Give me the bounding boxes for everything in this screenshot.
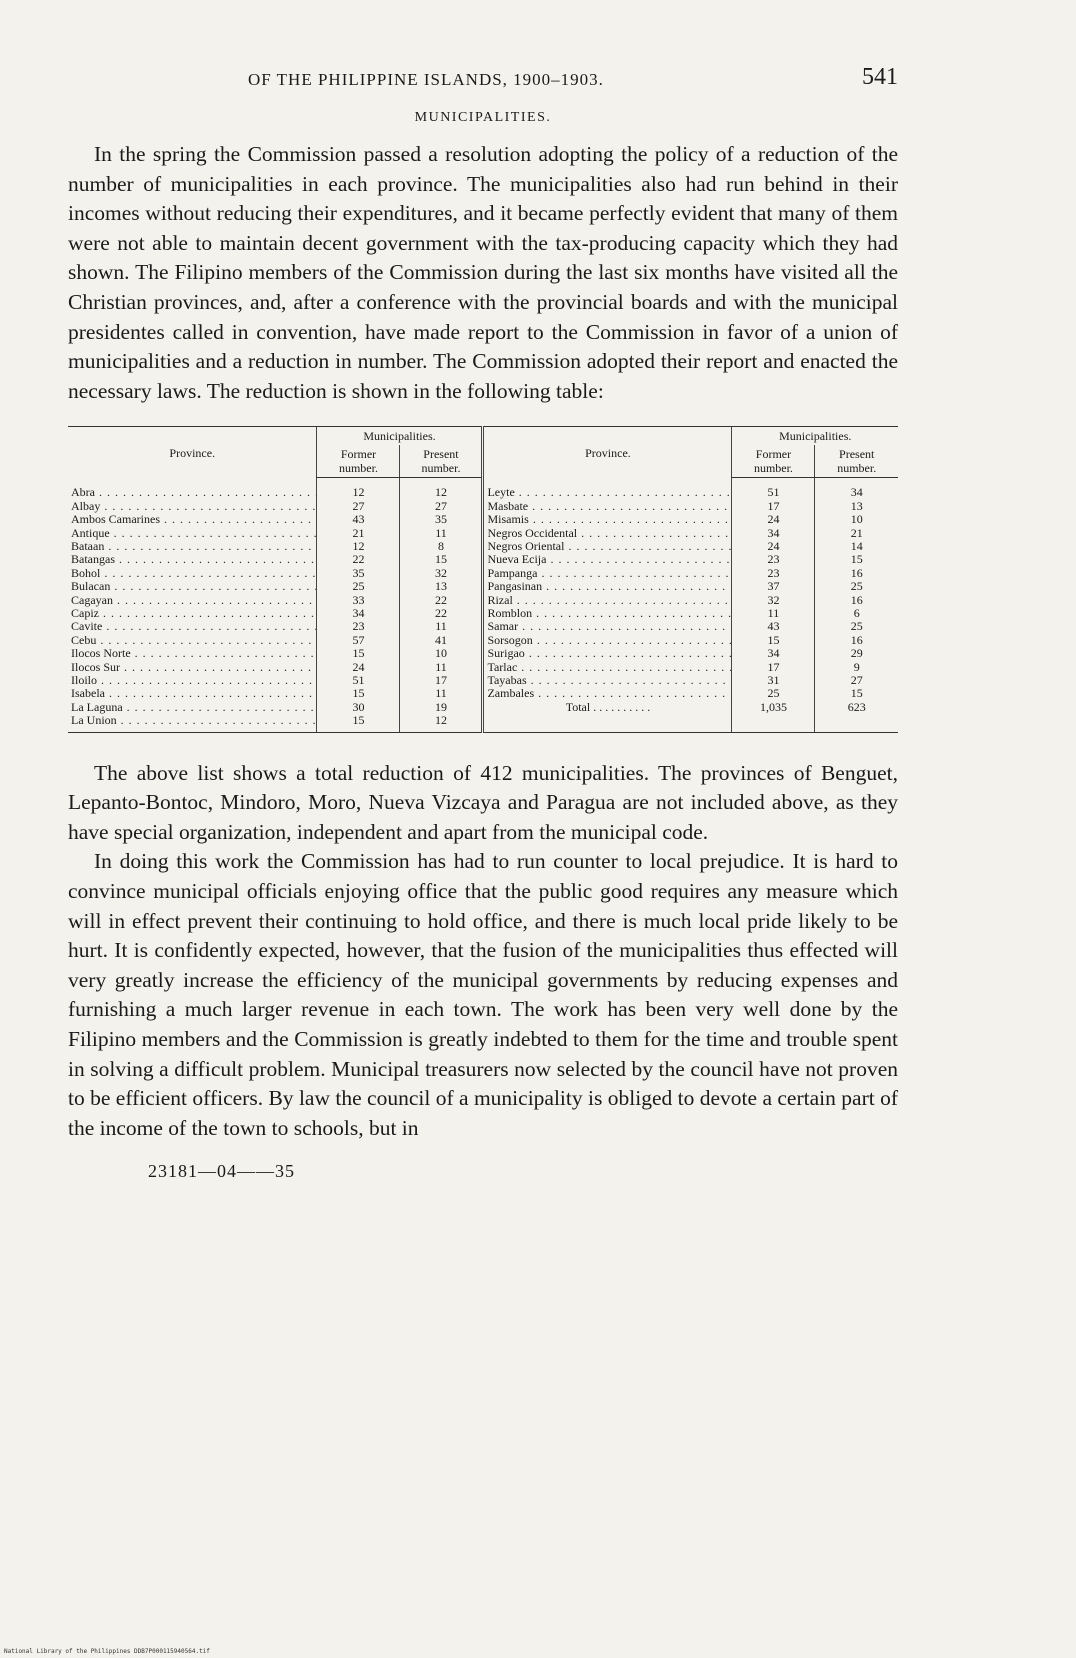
- present-number: 16: [815, 634, 898, 647]
- present-number: 17: [400, 674, 483, 687]
- section-title: MUNICIPALITIES.: [414, 110, 552, 125]
- present-number: 22: [400, 607, 483, 620]
- present-number: 27: [400, 500, 483, 513]
- former-number: 11: [732, 607, 815, 620]
- table-row: [68, 594, 898, 607]
- former-number: 15: [317, 647, 400, 660]
- former-number: 15: [317, 714, 400, 732]
- province-name: Leyte . . .: [483, 478, 732, 500]
- province-name: Sorsogon . . .: [483, 634, 732, 647]
- present-number: 13: [400, 580, 483, 593]
- present-number-header-left: Present number.: [400, 445, 483, 478]
- former-number-header-left: Former number.: [317, 445, 400, 478]
- present-number: 15: [815, 687, 898, 700]
- present-number: 11: [400, 620, 483, 633]
- former-number: 57: [317, 634, 400, 647]
- province-name: Rizal . . .: [483, 594, 732, 607]
- former-number: 34: [732, 527, 815, 540]
- former-number: 12: [317, 540, 400, 553]
- table-row: [68, 634, 898, 647]
- table-row: [68, 580, 898, 593]
- former-number: 37: [732, 580, 815, 593]
- table-row: [68, 620, 898, 633]
- present-number: 32: [400, 567, 483, 580]
- province-name: Capiz . . .: [68, 607, 317, 620]
- province-name: Nueva Ecija . . .: [483, 553, 732, 566]
- province-name: Samar . . .: [483, 620, 732, 633]
- present-number: 11: [400, 527, 483, 540]
- empty-cell: [732, 714, 815, 732]
- former-number: 17: [732, 500, 815, 513]
- former-number: 32: [732, 594, 815, 607]
- signature-mark: 23181—04——35: [148, 1161, 295, 1182]
- province-name: La Laguna . . .: [68, 701, 317, 714]
- province-name: Pampanga . . .: [483, 567, 732, 580]
- present-number: 27: [815, 674, 898, 687]
- former-number: 51: [317, 674, 400, 687]
- province-name: Masbate . . .: [483, 500, 732, 513]
- province-name: Bataan . . .: [68, 540, 317, 553]
- former-number: 35: [317, 567, 400, 580]
- municipalities-table: [68, 426, 898, 732]
- table-row: [68, 567, 898, 580]
- former-number: 24: [732, 540, 815, 553]
- present-number: 29: [815, 647, 898, 660]
- former-number: 43: [732, 620, 815, 633]
- province-name: Iloilo . . .: [68, 674, 317, 687]
- present-number: 10: [400, 647, 483, 660]
- present-number: 8: [400, 540, 483, 553]
- empty-cell: [815, 714, 898, 732]
- present-number: 16: [815, 567, 898, 580]
- present-number: 12: [400, 714, 483, 732]
- total-former: 1,035: [732, 701, 815, 714]
- present-number: 15: [815, 553, 898, 566]
- former-number: 30: [317, 701, 400, 714]
- province-name: Tayabas . . .: [483, 674, 732, 687]
- table-row: [68, 687, 898, 700]
- present-number: 12: [400, 478, 483, 500]
- present-number-header-right: Present number.: [815, 445, 898, 478]
- present-number: 22: [400, 594, 483, 607]
- former-number: 15: [317, 687, 400, 700]
- table-row: [68, 661, 898, 674]
- province-name: La Union . . .: [68, 714, 317, 732]
- table-row: [68, 527, 898, 540]
- province-name: Antique . . .: [68, 527, 317, 540]
- table-row: [68, 513, 898, 526]
- province-name: Abra . . .: [68, 478, 317, 500]
- province-name: Bulacan . . .: [68, 580, 317, 593]
- running-head: [68, 60, 898, 100]
- former-number: 43: [317, 513, 400, 526]
- province-name: Cavite . . .: [68, 620, 317, 633]
- present-number: 10: [815, 513, 898, 526]
- present-number: 15: [400, 553, 483, 566]
- province-name: Ilocos Norte . . .: [68, 647, 317, 660]
- document-page: [68, 60, 898, 1182]
- municipalities-header-left: Municipalities.: [317, 427, 483, 446]
- table-row: [68, 500, 898, 513]
- former-number: 34: [732, 647, 815, 660]
- former-number: 34: [317, 607, 400, 620]
- present-number: 9: [815, 661, 898, 674]
- present-number: 11: [400, 661, 483, 674]
- total-label: Total . . .: [483, 701, 732, 714]
- province-name: Negros Occidental . . .: [483, 527, 732, 540]
- empty-cell: [483, 714, 732, 732]
- former-number: 31: [732, 674, 815, 687]
- present-number: 11: [400, 687, 483, 700]
- province-header-right: Province.: [483, 427, 732, 478]
- table-row: [68, 540, 898, 553]
- table-row: [68, 647, 898, 660]
- present-number: 25: [815, 580, 898, 593]
- former-number: 25: [732, 687, 815, 700]
- former-number: 15: [732, 634, 815, 647]
- former-number: 27: [317, 500, 400, 513]
- former-number: 17: [732, 661, 815, 674]
- intro-paragraph: In the spring the Commission passed a resolution adopting the policy of a reduction of the number of municipalities in each province. The municipalities also had run behind in their incomes without reducing their expenditures, and it became perfectly evident that many of them were not able to maintain decent government with the tax-producing capacity which they had shown. The Filipino members of the Commission during the last six months have visited all the Christian provinces, and, after a conference with the provincial boards and with the municipal presidentes called in convention, have made report to the Commission in favor of a union of municipalities and a reduction in number. The Commission adopted their report and enacted the necessary laws. The reduction is shown in the following table:: [68, 142, 898, 403]
- former-number: 22: [317, 553, 400, 566]
- province-name: Pangasinan . . .: [483, 580, 732, 593]
- province-name: Tarlac . . .: [483, 661, 732, 674]
- present-number: 21: [815, 527, 898, 540]
- former-number: 21: [317, 527, 400, 540]
- present-number: 19: [400, 701, 483, 714]
- scan-imprint: National Library of the Philippines DDB7P000115940564.tif: [4, 1648, 210, 1655]
- present-number: 34: [815, 478, 898, 500]
- province-name: Ambos Camarines . . .: [68, 513, 317, 526]
- former-number: 23: [317, 620, 400, 633]
- after-table-paragraph: The above list shows a total reduction of 412 municipalities. The provinces of Benguet, Lepanto-Bontoc, Mindoro, Moro, Nueva Vizcaya and Paragua are not included above, as they have special organization, independent and apart from the municipal code.: [68, 760, 898, 844]
- present-number: 14: [815, 540, 898, 553]
- former-number: 23: [732, 567, 815, 580]
- running-title: OF THE PHILIPPINE ISLANDS, 1900–1903.: [248, 70, 604, 89]
- province-name: Surigao . . .: [483, 647, 732, 660]
- table-row: [68, 553, 898, 566]
- table-body: [68, 478, 898, 732]
- province-name: Cagayan . . .: [68, 594, 317, 607]
- present-number: 41: [400, 634, 483, 647]
- province-name: Misamis . . .: [483, 513, 732, 526]
- municipalities-header-right: Municipalities.: [732, 427, 898, 446]
- province-name: Albay . . .: [68, 500, 317, 513]
- former-number-header-right: Former number.: [732, 445, 815, 478]
- province-name: Zambales . . .: [483, 687, 732, 700]
- table-row: [68, 674, 898, 687]
- former-number: 23: [732, 553, 815, 566]
- former-number: 25: [317, 580, 400, 593]
- present-number: 13: [815, 500, 898, 513]
- former-number: 12: [317, 478, 400, 500]
- former-number: 24: [317, 661, 400, 674]
- province-name: Cebu . . .: [68, 634, 317, 647]
- province-name: Batangas . . .: [68, 553, 317, 566]
- present-number: 35: [400, 513, 483, 526]
- province-name: Ilocos Sur . . .: [68, 661, 317, 674]
- closing-paragraph: In doing this work the Commission has had to run counter to local prejudice. It is hard to convince municipal officials enjoying office that the public good requires any measure which will in effect prevent their continuing to hold office, and there is much local pride likely to be hurt. It is confidently expected, however, that the fusion of the municipalities thus effected will very greatly increase the efficiency of the municipal governments by reducing expenses and furnishing a much larger revenue in each town. The work has been very well done by the Filipino members and the Commission is greatly indebted to them for the time and trouble spent in solving a difficult problem. Municipal treasurers now selected by the council have not proven to be efficient officers. By law the council of a municipality is obliged to devote a certain part of the income of the town to schools, but in: [68, 849, 898, 1140]
- present-number: 6: [815, 607, 898, 620]
- former-number: 24: [732, 513, 815, 526]
- province-name: Romblon . . .: [483, 607, 732, 620]
- province-name: Bohol . . .: [68, 567, 317, 580]
- present-number: 16: [815, 594, 898, 607]
- total-present: 623: [815, 701, 898, 714]
- table-row: [68, 607, 898, 620]
- table-row: [68, 478, 898, 500]
- present-number: 25: [815, 620, 898, 633]
- table-row: [68, 701, 898, 714]
- page-number: 541: [862, 64, 898, 90]
- province-name: Isabela . . .: [68, 687, 317, 700]
- table-row: [68, 714, 898, 732]
- province-name: Negros Oriental . . .: [483, 540, 732, 553]
- province-header-left: Province.: [68, 427, 317, 478]
- former-number: 51: [732, 478, 815, 500]
- former-number: 33: [317, 594, 400, 607]
